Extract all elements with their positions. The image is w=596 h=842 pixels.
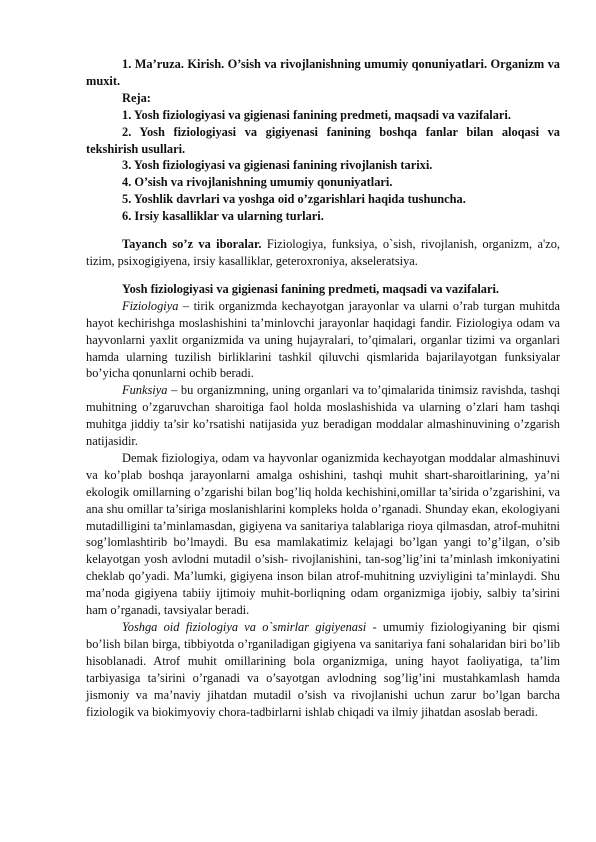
paragraph-funksiya bbox=[86, 382, 560, 450]
plan-item: 4. O’sish va rivojlanishning umumiy qonuniyatlari. bbox=[122, 175, 393, 190]
paragraph-yoshga-oid bbox=[86, 619, 560, 720]
spacer bbox=[86, 225, 560, 236]
lecture-title: 1. Ma’ruza. Kirish. O’sish va rivojlanishning umumiy qonuniyatlari. Organizm va muxit. bbox=[86, 57, 560, 88]
term-funksiya: Funksiya bbox=[122, 383, 168, 398]
keywords-label: Tayanch so’z va iboralar. bbox=[122, 237, 262, 252]
term-yoshga-oid: Yoshga oid fiziologiya va o`smirlar gigiyenasi bbox=[122, 620, 367, 634]
paragraph-fiziologiya bbox=[86, 298, 560, 383]
keywords-text: Fiziologiya, funksiya, o`sish, rivojlanish, organizm, a'zo, tizim, psixogigiyena, irsiy kasalliklar, geteroxroniya, akseleratsiya. bbox=[86, 237, 560, 268]
document-page bbox=[86, 56, 560, 720]
paragraph-demak: Demak fiziologiya, odam va hayvonlar oganizmida kechayotgan moddalar almashinuvi va ko’plab boshqa jarayonlarni amalga oshishini, tashqi muhit shart-sharoitlarining, ya’ni ekologik omillarning o’zgarishi bilan bog’liq holda kechishini,omillar ta’sirida o’zgarishini, va ana shu omillar ta’siriga moslanishlarini kompleks holda o’rganadi. Shunday ekan, ekologiyani mutadilligini ta’minlamasdan, gigiyena va sanitariya talablariga rioya qilmasdan, atrof-muhitni sog’lomlashtirib bo’lmaydi. Bu esa mamlakatimiz kelajagi bo’lgan yangi to’g’ilgan, o’sib kelayotgan yosh avlodni mutadil o’sish- rivojlanishini, tan-sog’lig’ini ta’minlash imkoniyatini cheklab qo’yadi. Ma’lumki, gigiyena inson bilan atrof-muhitning uzviyligini ta’minlaydi. Shu ma’noda gigiyena tabiiy ijtimoiy muhit-borliqning odam organizmiga ijobiy, salbiy ta’sirini ham o’rganadi, tavsiyalar beradi. bbox=[86, 450, 560, 618]
spacer bbox=[86, 270, 560, 281]
plan-item: 1. Yosh fiziologiyasi va gigienasi fanining predmeti, maqsadi va vazifalari. bbox=[122, 107, 511, 122]
paragraph-text: – tirik organizmda kechayotgan jarayonlar va ularni o’rab turgan muhitda hayot kechirishga moslashishini ta’minlovchi jarayonlar haqidagi fandir. Fiziologiya odam va hayvonlarni yaxlit organizmida va uning hujayralari, to’qimalari, organlar tizimi va organlari hamda ularning tuzilish birliklarini tashkil qiluvchi qismlarida bajarilayotgan funksiyalar bo’yicha qonunlarni ochib beradi. bbox=[86, 298, 560, 381]
plan-item: 2. Yosh fiziologiyasi va gigiyenasi fanining boshqa fanlar bilan aloqasi va tekshirish usullari. bbox=[86, 124, 560, 156]
keywords-paragraph bbox=[86, 236, 560, 270]
plan-heading: Reja: bbox=[122, 90, 151, 105]
paragraph-text: - umumiy fiziologiyaning bir qismi bo’lish bilan birga, tibbiyotda o’rganiladigan gigiyena va sanitariya fani sohalaridan biri bo’lib hisoblanadi. Atrof muhit omillarining bola organizmiga, uning hayot faoliyatiga, ta’lim tarbiyasiga ta’sirini o’rganadi va o’sayotgan avlodning sog’lig’ini mustahkamlash hamda jismoniy va ma’naviy jihatdan mutadil o’sish va rivojlanishi uchun zarur bo’lgan barcha fiziologik va biokimyoviy chora-tadbirlarni ishlab chiqadi va ilmiy jihatdan asoslab beradi. bbox=[86, 620, 560, 719]
plan-item: 5. Yoshlik davrlari va yoshga oid o’zgarishlari haqida tushuncha. bbox=[122, 192, 466, 207]
plan-item: 6. Irsiy kasalliklar va ularning turlari. bbox=[122, 209, 324, 224]
section-heading: Yosh fiziologiyasi va gigienasi fanining predmeti, maqsadi va vazifalari. bbox=[122, 281, 500, 296]
paragraph-text: – bu organizmning, uning organlari va to’qimalarida tinimsiz ravishda, tashqi muhitning o’zgaruvchan sharoitiga faol holda moslashishida va ularning o’zlari ham tashqi muhitga jiddiy ta’sir ko’rsatishi natijasida yuz beradigan moddalar almashinuvining o’zgarish natijasidir. bbox=[86, 383, 560, 449]
plan-item: 3. Yosh fiziologiyasi va gigienasi fanining rivojlanish tarixi. bbox=[122, 158, 433, 173]
term-fiziologiya: Fiziologiya bbox=[122, 298, 179, 313]
